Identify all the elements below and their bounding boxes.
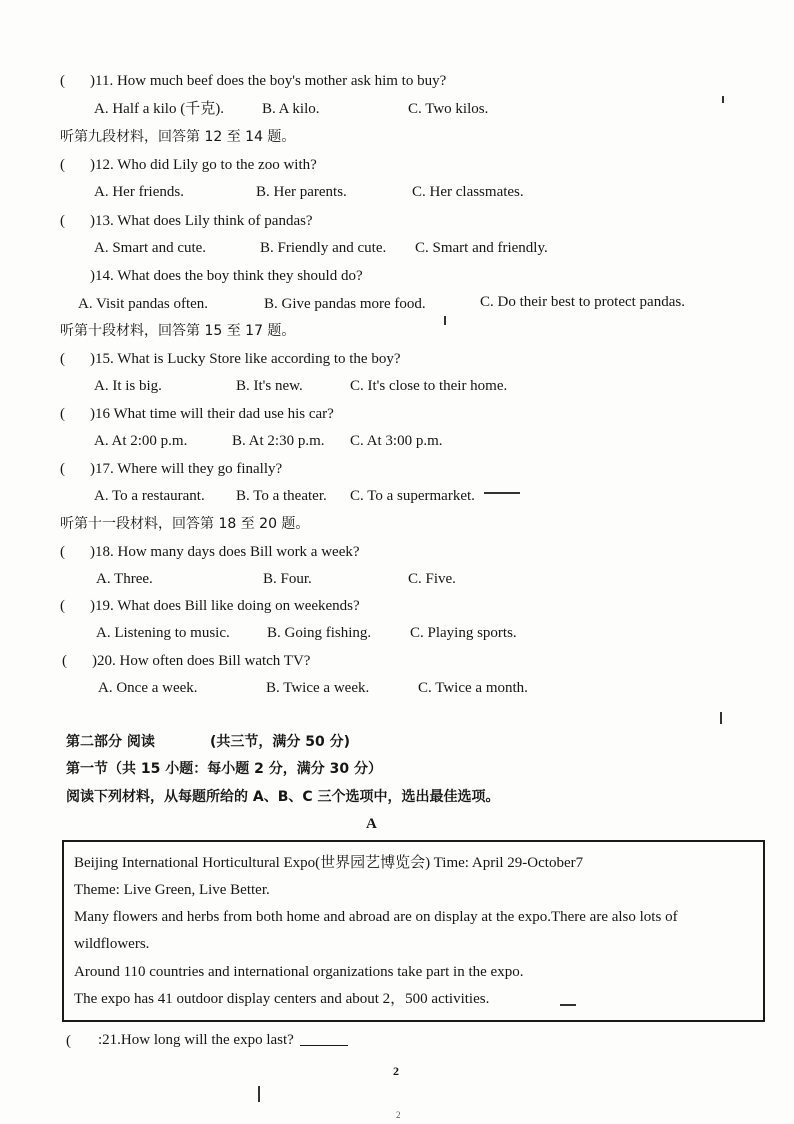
question-21-line (98, 1031, 348, 1049)
section2-title: 第二部分 阅读 (66, 734, 155, 750)
question-12-option-a: A. Her friends. (94, 184, 184, 200)
scan-speck (560, 1004, 576, 1006)
question-18-option-a: A. Three. (96, 571, 153, 587)
question-18-paren: ( (60, 544, 65, 560)
scan-speck (722, 96, 724, 103)
question-16-paren: ( (60, 406, 65, 422)
question-14-option-c: C. Do their best to protect pandas. (480, 294, 685, 310)
question-18-option-c: C. Five. (408, 571, 456, 587)
question-11-option-a: A. Half a kilo (千克). (94, 101, 224, 117)
question-11-option-b: B. A kilo. (262, 101, 320, 117)
passage-line-5: Around 110 countries and international organizations take part in the expo. (74, 964, 524, 980)
scan-speck (484, 492, 520, 494)
question-12-option-b: B. Her parents. (256, 184, 347, 200)
question-14-option-b: B. Give pandas more food. (264, 296, 426, 312)
question-17-option-a: A. To a restaurant. (94, 488, 205, 504)
question-13-stem: )13. What does Lily think of pandas? (90, 213, 313, 229)
question-19-option-a: A. Listening to music. (96, 625, 230, 641)
question-16-option-b: B. At 2:30 p.m. (232, 433, 325, 449)
question-15-option-a: A. It is big. (94, 378, 162, 394)
instruction-part11: 听第十一段材料，回答第 18 至 20 题。 (60, 516, 310, 532)
question-13-option-b: B. Friendly and cute. (260, 240, 387, 256)
question-15-option-c: C. It's close to their home. (350, 378, 508, 394)
passage-line-3: Many flowers and herbs from both home and abroad are on display at the expo.There are also lots of (74, 909, 678, 925)
question-11-option-c: C. Two kilos. (408, 101, 489, 117)
question-16-option-c: C. At 3:00 p.m. (350, 433, 443, 449)
question-19-option-c: C. Playing sports. (410, 625, 517, 641)
question-13-option-a: A. Smart and cute. (94, 240, 207, 256)
question-19-option-b: B. Going fishing. (267, 625, 372, 641)
question-17-paren: ( (60, 461, 65, 477)
question-21-stem: :21.How long will the expo last? (98, 1032, 294, 1048)
question-11-stem: )11. How much beef does the boy's mother ask him to buy? (90, 73, 447, 89)
passage-box (62, 840, 765, 1022)
question-17-option-b: B. To a theater. (236, 488, 327, 504)
instruction-part9: 听第九段材料，回答第 12 至 14 题。 (60, 129, 296, 145)
question-19-paren: ( (60, 598, 65, 614)
question-12-option-c: C. Her classmates. (412, 184, 524, 200)
question-15-stem: )15. What is Lucky Store like according to the boy? (90, 351, 401, 367)
question-19-stem: )19. What does Bill like doing on weekends? (90, 598, 360, 614)
question-17-stem: )17. Where will they go finally? (90, 461, 283, 477)
question-13-paren: ( (60, 213, 65, 229)
passage-line-6: The expo has 41 outdoor display centers and about 2，500 activities. (74, 991, 490, 1007)
question-15-option-b: B. It's new. (236, 378, 303, 394)
passage-line-2: Theme: Live Green, Live Better. (74, 882, 270, 898)
question-13-option-c: C. Smart and friendly. (415, 240, 548, 256)
question-20-option-c: C. Twice a month. (418, 680, 528, 696)
instruction-part10: 听第十段材料，回答第 15 至 17 题。 (60, 323, 296, 339)
question-11-paren: ( (60, 73, 65, 89)
question-20-option-a: A. Once a week. (98, 680, 198, 696)
passage-line-1: Beijing International Horticultural Expo(世界园艺博览会) Time: April 29-October7 (74, 855, 584, 871)
question-16-option-a: A. At 2:00 p.m. (94, 433, 188, 449)
question-18-stem: )18. How many days does Bill work a week? (90, 544, 360, 560)
passage-line-4: wildflowers. (74, 936, 150, 952)
section2-subheading: 第一节（共 15 小题：每小题 2 分，满分 30 分） (66, 761, 382, 777)
section2-direction: 阅读下列材料，从每题所给的 A、B、C 三个选项中，选出最佳选项。 (66, 789, 500, 805)
section2-score: (共三节，满分 50 分) (210, 734, 351, 750)
question-17-option-c: C. To a supermarket. (350, 488, 475, 504)
question-21-paren: ( (66, 1033, 71, 1049)
question-20-option-b: B. Twice a week. (266, 680, 370, 696)
question-14-stem: )14. What does the boy think they should do? (90, 268, 363, 284)
answer-blank[interactable] (300, 1045, 348, 1046)
scan-speck (720, 712, 722, 724)
question-14-option-a: A. Visit pandas often. (78, 296, 209, 312)
scan-speck (258, 1086, 260, 1102)
page-number-small: 2 (396, 1110, 401, 1120)
question-15-paren: ( (60, 351, 65, 367)
question-12-paren: ( (60, 157, 65, 173)
scan-speck (444, 316, 446, 325)
question-20-paren: ( (62, 653, 67, 669)
question-18-option-b: B. Four. (263, 571, 312, 587)
question-16-stem: )16 What time will their dad use his car? (90, 406, 334, 422)
question-20-stem: )20. How often does Bill watch TV? (92, 653, 311, 669)
page-number: 2 (393, 1064, 399, 1078)
passage-label: A (366, 816, 377, 832)
question-12-stem: )12. Who did Lily go to the zoo with? (90, 157, 317, 173)
